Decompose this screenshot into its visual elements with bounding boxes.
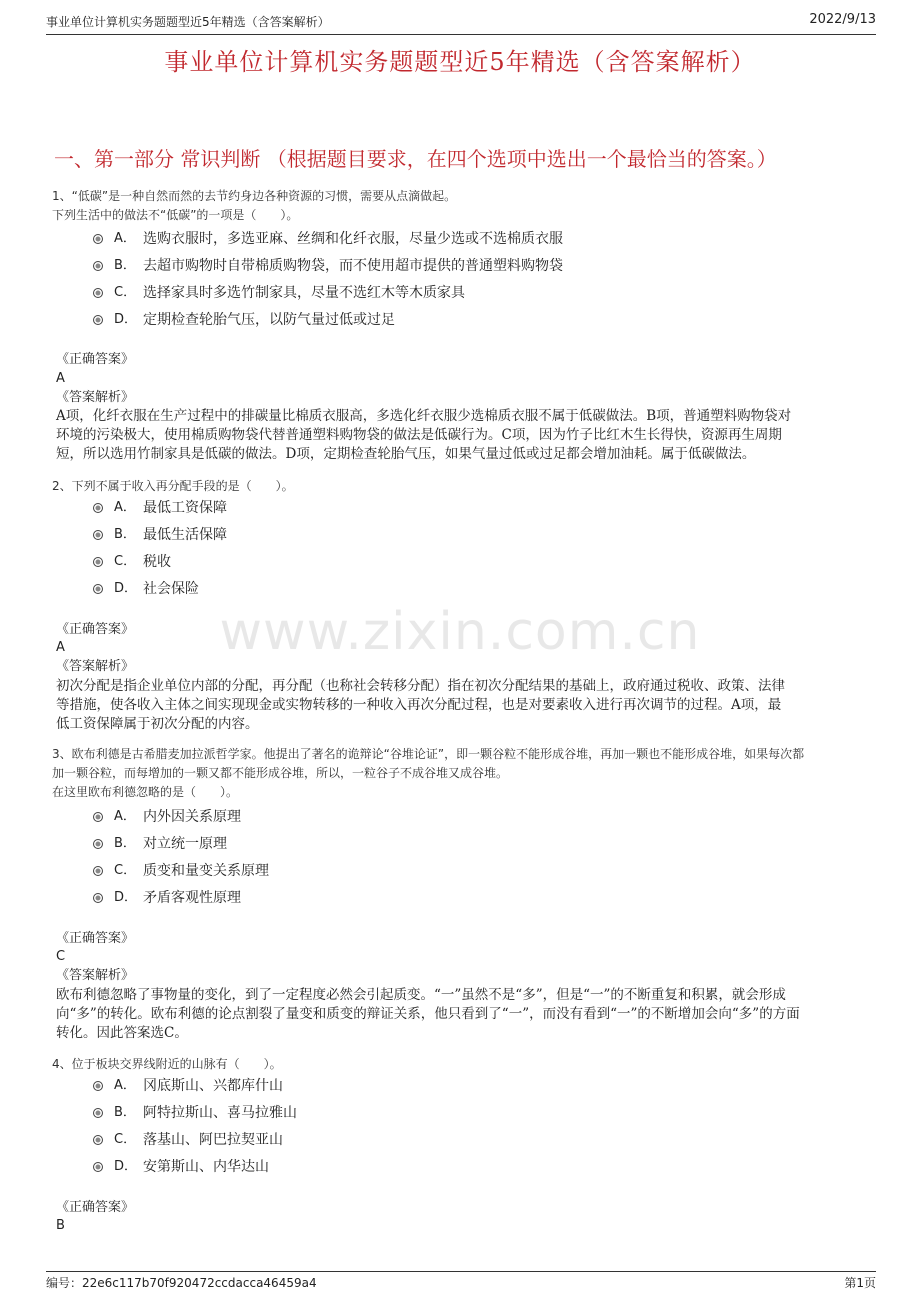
radio-icon[interactable] — [93, 1135, 103, 1145]
question-3-analysis — [56, 986, 864, 1043]
option-letter: B． — [114, 527, 136, 542]
analysis-line: 等措施，使各收入主体之间实现现金或实物转移的一种收入再次分配过程，也是对要素收入进行再次调节的过程。A项，最 — [56, 697, 782, 713]
radio-icon[interactable] — [93, 893, 103, 903]
document-title: 事业单位计算机实务题题型近5年精选（含答案解析） — [164, 48, 756, 76]
option-letter: A． — [114, 231, 136, 246]
option-letter: B． — [114, 1105, 136, 1120]
answer-value: C — [56, 949, 66, 964]
question-2-analysis — [56, 677, 864, 734]
radio-icon[interactable] — [93, 234, 103, 244]
analysis-label: 《答案解析》 — [56, 968, 135, 983]
question-stem-line: 在这里欧布利德忽略的是（ ）。 — [52, 785, 239, 799]
footer-doc-id: 编号：22e6c117b70f920472ccdacca46459a4 — [46, 1276, 317, 1290]
answer-value: A — [56, 371, 65, 386]
option-letter: D． — [114, 890, 138, 905]
option-text: 矛盾客观性原理 — [143, 890, 241, 906]
radio-icon[interactable] — [93, 261, 103, 271]
option-text: 最低生活保障 — [143, 527, 227, 543]
option-letter: A． — [114, 1078, 136, 1093]
radio-icon[interactable] — [93, 1162, 103, 1172]
analysis-line: 转化。因此答案选C。 — [56, 1025, 188, 1041]
option-text: 质变和量变关系原理 — [143, 863, 269, 879]
option-letter: C． — [114, 863, 137, 878]
radio-icon[interactable] — [93, 315, 103, 325]
option-text: 税收 — [143, 554, 171, 570]
page-header — [46, 12, 876, 35]
analysis-line: A项，化纤衣服在生产过程中的排碳量比棉质衣服高，多选化纤衣服少选棉质衣服不属于低碳做法。B项，普通塑料购物袋对 — [56, 408, 792, 424]
option-text: 安第斯山、内华达山 — [143, 1159, 269, 1175]
radio-icon[interactable] — [93, 866, 103, 876]
question-stem-line: 加一颗谷粒，而每增加的一颗又都不能形成谷堆，所以，一粒谷子不成谷堆又成谷堆。 — [52, 766, 509, 780]
option-letter: C． — [114, 554, 137, 569]
option-text: 最低工资保障 — [143, 500, 227, 516]
question-2-stem — [52, 477, 294, 496]
question-stem-line: 1、“低碳”是一种自然而然的去节约身边各种资源的习惯，需要从点滴做起。 — [52, 189, 457, 203]
option-letter: A． — [114, 500, 136, 515]
watermark: www.zixin.com.cn — [219, 602, 701, 662]
question-stem-line: 下列生活中的做法不“低碳”的一项是（ ）。 — [52, 208, 299, 222]
answer-label: 《正确答案》 — [56, 931, 135, 946]
question-stem-line: 2、下列不属于收入再分配手段的是（ ）。 — [52, 479, 294, 493]
question-1-stem — [52, 187, 456, 225]
option-text: 阿特拉斯山、喜马拉雅山 — [143, 1105, 297, 1121]
option-letter: D． — [114, 312, 138, 327]
option-text: 内外因关系原理 — [143, 809, 241, 825]
answer-label: 《正确答案》 — [56, 1200, 135, 1215]
option-text: 冈底斯山、兴都库什山 — [143, 1078, 283, 1094]
radio-icon[interactable] — [93, 1108, 103, 1118]
radio-icon[interactable] — [93, 812, 103, 822]
answer-value: A — [56, 640, 65, 655]
footer-page-number: 第1页 — [844, 1276, 876, 1290]
analysis-line: 欧布利德忽略了事物量的变化，到了一定程度必然会引起质变。“一”虽然不是“多”，但是“一”的不断重复和积累，就会形成 — [56, 987, 786, 1003]
option-text: 选择家具时多选竹制家具，尽量不选红木等木质家具 — [143, 285, 465, 301]
header-doc-title: 事业单位计算机实务题题型近5年精选（含答案解析） — [46, 15, 330, 29]
option-letter: D． — [114, 581, 138, 596]
radio-icon[interactable] — [93, 288, 103, 298]
question-4-stem — [52, 1055, 282, 1074]
option-letter: D． — [114, 1159, 138, 1174]
analysis-label: 《答案解析》 — [56, 390, 135, 405]
radio-icon[interactable] — [93, 584, 103, 594]
analysis-label: 《答案解析》 — [56, 659, 135, 674]
option-text: 落基山、阿巴拉契亚山 — [143, 1132, 283, 1148]
option-text: 选购衣服时，多选亚麻、丝绸和化纤衣服，尽量少选或不选棉质衣服 — [143, 231, 563, 247]
answer-label: 《正确答案》 — [56, 352, 135, 367]
radio-icon[interactable] — [93, 1081, 103, 1091]
analysis-line: 环境的污染极大，使用棉质购物袋代替普通塑料购物袋的做法是低碳行为。C项，因为竹子比红木生长得快，资源再生周期 — [56, 427, 782, 443]
radio-icon[interactable] — [93, 839, 103, 849]
option-letter: B． — [114, 836, 136, 851]
radio-icon[interactable] — [93, 530, 103, 540]
section-title: 一、第一部分 常识判断 （根据题目要求，在四个选项中选出一个最恰当的答案。） — [54, 147, 777, 171]
question-stem-line: 4、位于板块交界线附近的山脉有（ ）。 — [52, 1057, 282, 1071]
answer-value: B — [56, 1218, 65, 1233]
option-letter: C． — [114, 1132, 137, 1147]
analysis-line: 低工资保障属于初次分配的内容。 — [56, 716, 259, 732]
page-footer — [46, 1271, 876, 1292]
option-letter: A． — [114, 809, 136, 824]
question-stem-line: 3、欧布利德是古希腊麦加拉派哲学家。他提出了著名的诡辩论“谷堆论证”，即一颗谷粒不能形成谷堆，再加一颗也不能形成谷堆，如果每次都 — [52, 747, 805, 761]
option-letter: C． — [114, 285, 137, 300]
option-text: 去超市购物时自带棉质购物袋，而不使用超市提供的普通塑料购物袋 — [143, 258, 563, 274]
header-date: 2022/9/13 — [809, 12, 876, 27]
option-letter: B． — [114, 258, 136, 273]
option-text: 定期检查轮胎气压，以防气量过低或过足 — [143, 312, 395, 328]
radio-icon[interactable] — [93, 557, 103, 567]
answer-label: 《正确答案》 — [56, 622, 135, 637]
option-text: 社会保险 — [143, 581, 199, 597]
analysis-line: 初次分配是指企业单位内部的分配，再分配（也称社会转移分配）指在初次分配结果的基础上，政府通过税收、政策、法律 — [56, 678, 785, 694]
option-text: 对立统一原理 — [143, 836, 227, 852]
analysis-line: 短，所以选用竹制家具是低碳的做法。D项，定期检查轮胎气压，如果气量过低或过足都会增加油耗。属于低碳做法。 — [56, 446, 756, 462]
question-3-stem — [52, 745, 804, 802]
radio-icon[interactable] — [93, 503, 103, 513]
analysis-line: 向“多”的转化。欧布利德的论点割裂了量变和质变的辩证关系，他只看到了“一”，而没有看到“一”的不断增加会向“多”的方面 — [56, 1006, 800, 1022]
question-1-analysis — [56, 407, 864, 464]
